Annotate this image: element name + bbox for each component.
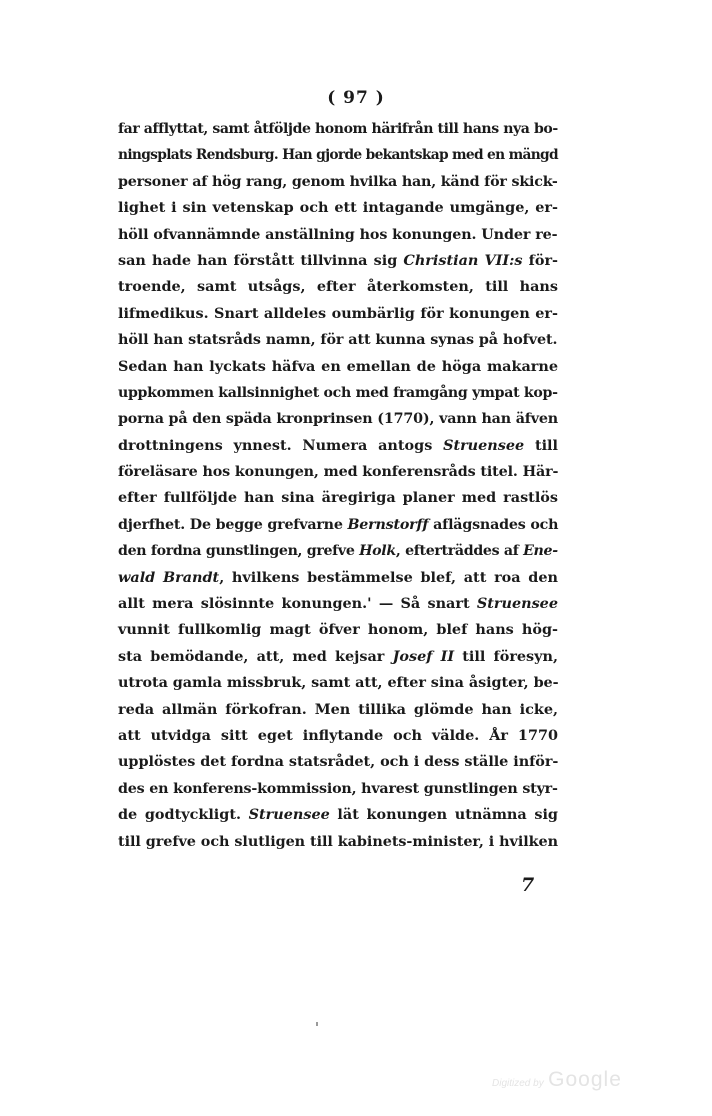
italic-name: Struensee	[248, 806, 330, 824]
text-segment: de godtyckligt.	[118, 806, 249, 824]
text-segment: san hade han förstått tillvinna sig	[118, 251, 404, 269]
text-line: utrota gamla missbruk, samt att, efter sina åsigter, be-	[118, 674, 559, 692]
text-line: uppkommen kallsinnighet och med framgång ympat kop-	[118, 383, 558, 401]
page-number: ( 97 )	[327, 88, 385, 108]
text-line: lighet i sin vetenskap och ett intagande umgänge, er-	[118, 199, 558, 217]
text-line	[118, 644, 558, 670]
text-segment: lät konungen utnämna sig	[329, 806, 558, 824]
italic-name: wald Brandt	[118, 568, 220, 586]
text-line: höll han statsråds namn, för att kunna synas på hofvet.	[118, 331, 558, 349]
text-line: reda allmän förkofran. Men tillika glömde han icke,	[118, 700, 558, 718]
text-line	[118, 565, 558, 591]
text-line: att utvidga sitt eget inflytande och välde. År 1770	[118, 726, 558, 744]
text-line	[118, 591, 558, 617]
italic-name: Bernstorff	[347, 515, 429, 533]
watermark-prefix: Digitized by	[492, 1078, 544, 1089]
text-line: höll ofvannämnde anställning hos konungen. Under re-	[118, 225, 558, 243]
text-line: troende, samt utsågs, efter återkomsten, till hans	[118, 278, 558, 296]
ink-speck	[316, 1022, 318, 1026]
italic-name: Christian VII:s	[403, 251, 523, 269]
text-line: Sedan han lyckats häfva en emellan de höga makarne	[118, 357, 558, 375]
text-segment: drottningens ynnest. Numera antogs	[118, 436, 444, 454]
text-segment: för-	[522, 251, 558, 269]
text-segment: till föresyn,	[454, 647, 558, 665]
text-segment: aflägsnades och	[428, 515, 559, 533]
italic-name: Struensee	[476, 595, 558, 613]
text-line	[118, 248, 558, 274]
text-segment: , efterträddes af	[395, 542, 524, 560]
signature-mark: 7	[521, 874, 535, 896]
text-line: des en konferens-kommission, hvarest gunstlingen styr-	[118, 779, 558, 797]
text-segment: sta bemödande, att, med kejsar	[118, 647, 393, 665]
text-line: till grefve och slutligen till kabinets-minister, i hvilken	[118, 832, 559, 850]
italic-name: Holk	[359, 542, 396, 560]
italic-name: Ene-	[523, 542, 558, 560]
italic-name: Josef II	[392, 647, 455, 665]
text-line: föreläsare hos konungen, med konferensråds titel. Här-	[118, 463, 559, 481]
text-line: personer af hög rang, genom hvilka han, känd för skick-	[118, 172, 558, 190]
text-line: far afflyttat, samt åtföljde honom härifrån till hans nya bo-	[118, 120, 558, 137]
text-line: efter fullföljde han sina äregiriga planer med rastlös	[118, 489, 558, 507]
text-line	[118, 802, 558, 828]
digitization-watermark	[492, 1068, 622, 1092]
italic-name: Struensee	[443, 436, 525, 454]
text-line	[118, 433, 558, 459]
text-segment: , hvilkens bestämmelse blef, att roa den	[219, 568, 558, 586]
text-segment: allt mera slösinnte konungen.' — Så snart	[118, 595, 477, 613]
watermark-brand: Google	[548, 1068, 622, 1091]
text-line: ningsplats Rendsburg. Han gjorde bekantskap med en mängd	[118, 146, 558, 164]
text-line: vunnit fullkomlig magt öfver honom, blef hans hög-	[118, 621, 558, 639]
text-line	[118, 512, 559, 538]
text-line: lifmedikus. Snart alldeles oumbärlig för konungen er-	[118, 304, 558, 322]
body-text	[118, 116, 558, 855]
text-line: upplöstes det fordna statsrådet, och i dess ställe inför-	[118, 753, 559, 771]
text-segment: djerfhet. De begge grefvarne	[118, 515, 348, 533]
text-segment: den fordna gunstlingen, grefve	[118, 542, 360, 560]
text-line: porna på den späda kronprinsen (1770), vann han äfven	[118, 410, 559, 428]
text-line	[118, 538, 558, 564]
text-segment: till	[524, 436, 558, 454]
